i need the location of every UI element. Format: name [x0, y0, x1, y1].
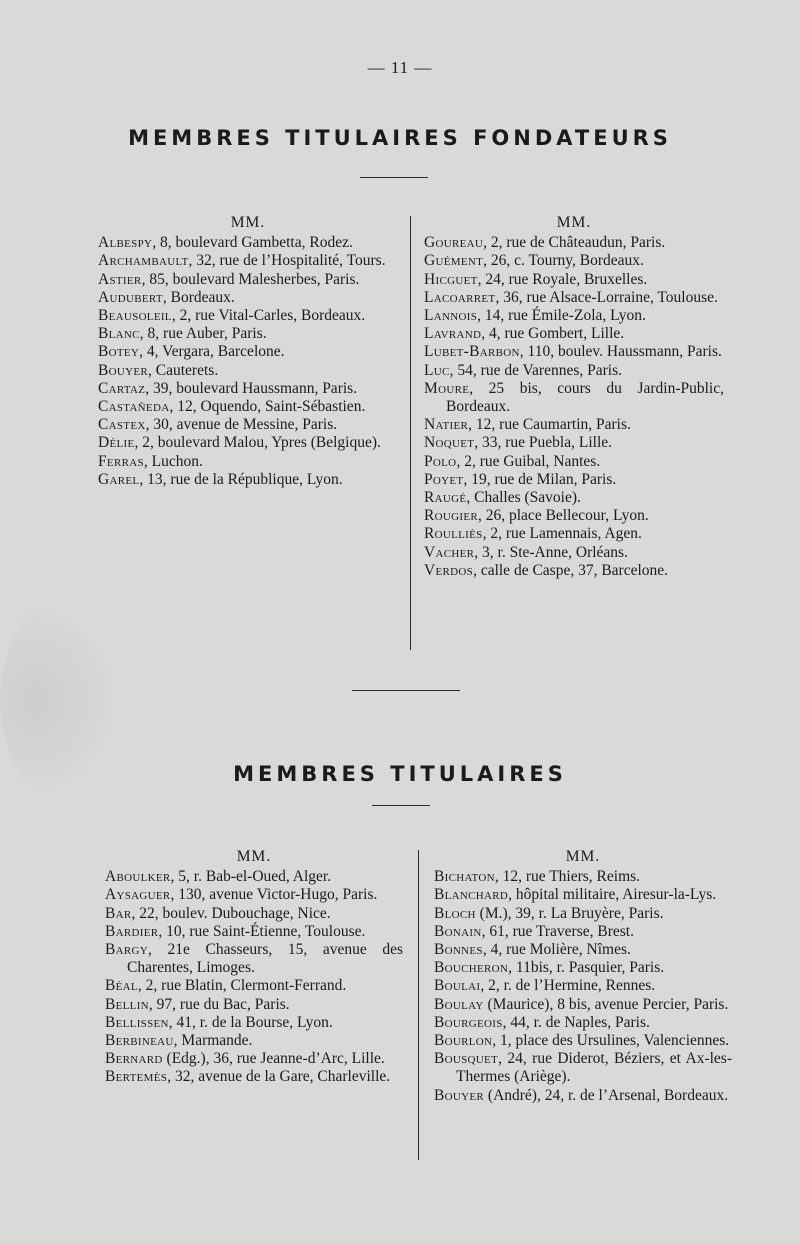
title-rule [360, 177, 428, 178]
member-entry [434, 1032, 732, 1050]
member-entry [424, 434, 724, 452]
member-name: Boulay [434, 995, 484, 1013]
member-entry [424, 416, 724, 434]
member-name: Astier [98, 270, 142, 288]
member-address: , Challes (Savoie). [466, 489, 581, 507]
member-name: Délie [98, 434, 135, 452]
member-address: , 24, rue Royale, Bruxelles. [477, 270, 648, 288]
member-entry [105, 1050, 403, 1068]
member-address: , 12, rue Caumartin, Paris. [468, 416, 631, 434]
member-name: Garel [98, 470, 140, 488]
member-address: (M.), 39, r. La Bruyère, Paris. [475, 904, 664, 922]
member-address: (Maurice), 8 bis, avenue Percier, Paris. [483, 995, 729, 1013]
member-name: Roulliès [424, 525, 483, 543]
column-heading: MM. [556, 214, 592, 231]
member-name: Castañeda [98, 398, 170, 416]
member-entry [424, 325, 724, 343]
member-address: (Edg.), 36, rue Jeanne-d’Arc, Lille. [162, 1050, 385, 1068]
entry-list [105, 868, 403, 1086]
member-address: , 2, rue Guibal, Nantes. [456, 452, 601, 470]
column-heading: MM. [565, 848, 601, 865]
member-address: , 110, boulev. Haussmann, Paris. [519, 343, 722, 361]
fondateurs-left-column [98, 214, 398, 489]
member-entry [434, 886, 732, 904]
member-entry [434, 905, 732, 923]
member-entry [434, 959, 732, 977]
member-name: Audubert [98, 288, 163, 306]
member-name: Boucheron [434, 959, 509, 977]
member-address: , hôpital militaire, Airesur-la-Lys. [508, 886, 717, 904]
member-name: Bloch [434, 904, 476, 922]
column-divider [410, 216, 411, 650]
member-address: , 12, rue Thiers, Reims. [494, 868, 641, 886]
member-entry [105, 886, 403, 904]
member-address: , 44, r. de Naples, Paris. [502, 1013, 650, 1031]
member-name: Castex [98, 416, 146, 434]
member-entry [424, 489, 724, 507]
member-entry [424, 544, 724, 562]
member-address: , Marmande. [173, 1032, 253, 1050]
member-address: , 32, avenue de la Gare, Charleville. [167, 1068, 391, 1086]
member-address: , 13, rue de la République, Lyon. [139, 470, 343, 488]
member-name: Blanc [98, 325, 140, 343]
member-name: Bonain [434, 922, 482, 940]
member-name: Bardier [105, 922, 159, 940]
member-entry [434, 1087, 732, 1105]
member-entry [98, 453, 398, 471]
member-address: , 2, rue Lamennais, Agen. [482, 525, 642, 543]
member-entry [424, 453, 724, 471]
member-address: , 36, rue Alsace-Lorraine, Toulouse. [495, 288, 718, 306]
member-address: , 39, boulevard Haussmann, Paris. [145, 379, 358, 397]
member-name: Moure [424, 379, 470, 397]
member-name: Bouyer [434, 1086, 485, 1104]
member-entry [105, 905, 403, 923]
member-name: Cartaz [98, 379, 146, 397]
title-rule [372, 805, 430, 806]
member-address: , 24, rue Diderot, Béziers, et Ax-les-Thermes (Ariège). [456, 1050, 732, 1086]
member-name: Rougier [424, 507, 478, 525]
member-entry [98, 471, 398, 489]
member-entry [98, 380, 398, 398]
member-address: , 5, r. Bab-el-Oued, Alger. [170, 868, 332, 886]
member-address: , 61, rue Traverse, Brest. [481, 922, 634, 940]
member-address: , 12, Oquendo, Saint-Sébastien. [169, 398, 366, 416]
member-name: Verdos [424, 561, 474, 579]
member-name: Natier [424, 416, 469, 434]
member-entry [98, 307, 398, 325]
member-entry [424, 307, 724, 325]
member-address: , 130, avenue Victor-Hugo, Paris. [170, 886, 378, 904]
member-name: Bouyer [98, 361, 149, 379]
member-entry [98, 434, 398, 452]
entry-list [98, 234, 398, 489]
member-name: Hicguet [424, 270, 478, 288]
member-name: Vacher [424, 543, 475, 561]
member-address: , 26, c. Tourny, Bordeaux. [483, 252, 644, 270]
member-address: , 2, boulevard Malou, Ypres (Belgique). [134, 434, 381, 452]
member-name: Botey [98, 343, 140, 361]
member-address: , 10, rue Saint-Étienne, Toulouse. [158, 922, 366, 940]
column-divider [418, 850, 419, 1160]
member-entry [98, 325, 398, 343]
member-name: Bellissen [105, 1013, 169, 1031]
member-entry [105, 941, 403, 977]
member-entry [98, 398, 398, 416]
member-address: , 4, rue Molière, Nîmes. [482, 941, 631, 959]
member-entry [424, 252, 724, 270]
member-address: , 11bis, r. Pasquier, Paris. [508, 959, 665, 977]
member-address: , 22, boulev. Dubouchage, Nice. [131, 904, 331, 922]
page-number: — 11 — [367, 58, 433, 77]
member-name: Guément [424, 252, 484, 270]
member-entry [98, 416, 398, 434]
member-name: Béal [105, 977, 138, 995]
member-entry [105, 1014, 403, 1032]
member-address: , 85, boulevard Malesherbes, Paris. [141, 270, 360, 288]
section-title-fondateurs: MEMBRES TITULAIRES FONDATEURS [128, 126, 672, 150]
member-entry [105, 1068, 403, 1086]
member-entry [424, 289, 724, 307]
section-separator-rule [352, 690, 460, 691]
member-entry [105, 996, 403, 1014]
member-name: Archambault [98, 252, 189, 270]
member-address: , 8, boulevard Gambetta, Rodez. [152, 234, 353, 252]
member-name: Bonnes [434, 941, 483, 959]
member-name: Bourlon [434, 1032, 493, 1050]
section-title-titulaires: MEMBRES TITULAIRES [233, 762, 567, 786]
member-entry [105, 868, 403, 886]
member-name: Aboulker [105, 868, 171, 886]
member-entry [434, 1050, 732, 1086]
member-entry [105, 923, 403, 941]
member-entry [98, 252, 398, 270]
member-address: , Luchon. [143, 452, 203, 470]
member-name: Bellin [105, 995, 149, 1013]
member-entry [434, 923, 732, 941]
member-address: , 26, place Bellecour, Lyon. [478, 507, 649, 525]
member-name: Poyet [424, 470, 464, 488]
member-name: Ferras [98, 452, 144, 470]
member-name: Lacoarret [424, 288, 496, 306]
member-entry [424, 271, 724, 289]
member-address: , 8, rue Auber, Paris. [139, 325, 267, 343]
column-heading: MM. [230, 214, 266, 231]
member-name: Goureau [424, 234, 484, 252]
member-name: Lavrand [424, 325, 482, 343]
titulaires-right-column [434, 848, 732, 1105]
member-address: (André), 24, r. de l’Arsenal, Bordeaux. [484, 1086, 729, 1104]
member-address: , 30, avenue de Messine, Paris. [145, 416, 338, 434]
member-entry [98, 289, 398, 307]
member-address: , 2, rue Vital-Carles, Bordeaux. [171, 307, 366, 325]
member-address: , 2, rue Blatin, Clermont-Ferrand. [137, 977, 347, 995]
member-name: Bichaton [434, 868, 495, 886]
column-heading: MM. [236, 848, 272, 865]
member-address: , 54, rue de Varennes, Paris. [449, 361, 622, 379]
member-name: Boulai [434, 977, 481, 995]
member-address: , 25 bis, cours du Jardin-Public, Bordeaux. [446, 379, 724, 416]
member-entry [424, 362, 724, 380]
member-address: , 4, rue Gombert, Lille. [481, 325, 625, 343]
member-entry [424, 562, 724, 580]
member-name: Berbineau [105, 1032, 174, 1050]
entry-list [434, 868, 732, 1105]
member-address: , Bordeaux. [162, 288, 235, 306]
member-name: Lubet-Barbon [424, 343, 520, 361]
member-entry [98, 343, 398, 361]
entry-list [424, 234, 724, 580]
member-name: Albespy [98, 234, 153, 252]
member-address: , 1, place des Ursulines, Valenciennes. [492, 1032, 730, 1050]
member-entry [434, 941, 732, 959]
member-name: Noquet [424, 434, 475, 452]
member-address: , 3, r. Ste-Anne, Orléans. [474, 543, 628, 561]
member-entry [105, 977, 403, 995]
member-name: Bousquet [434, 1050, 499, 1068]
fondateurs-right-column [424, 214, 724, 580]
member-entry [424, 507, 724, 525]
member-entry [434, 1014, 732, 1032]
member-name: Blanchard [434, 886, 509, 904]
member-address: , 14, rue Émile-Zola, Lyon. [477, 307, 646, 325]
member-address: , 19, rue de Milan, Paris. [463, 470, 617, 488]
member-entry [434, 868, 732, 886]
member-entry [424, 343, 724, 361]
member-entry [434, 996, 732, 1014]
titulaires-left-column [105, 848, 403, 1087]
member-address: , 33, rue Puebla, Lille. [474, 434, 613, 452]
member-address: , 32, rue de l’Hospitalité, Tours. [188, 252, 386, 270]
member-entry [424, 380, 724, 416]
member-name: Bargy [105, 941, 149, 959]
member-address: , 41, r. de la Bourse, Lyon. [168, 1013, 333, 1031]
member-entry [98, 234, 398, 252]
member-name: Bertemès [105, 1068, 168, 1086]
member-name: Bar [105, 904, 132, 922]
member-entry [434, 977, 732, 995]
member-name: Bernard [105, 1050, 163, 1068]
member-entry [424, 234, 724, 252]
member-name: Aysaguer [105, 886, 171, 904]
member-name: Luc [424, 361, 450, 379]
member-address: , 2, r. de l’Hermine, Rennes. [480, 977, 656, 995]
member-entry [105, 1032, 403, 1050]
member-entry [98, 271, 398, 289]
member-name: Lannois [424, 307, 478, 325]
member-address: , 21e Chasseurs, 15, avenue des Charentes, Limoges. [127, 941, 403, 977]
member-name: Bourgeois [434, 1013, 503, 1031]
member-address: , 2, rue de Châteaudun, Paris. [483, 234, 666, 252]
member-name: Beausoleil [98, 307, 172, 325]
member-name: Polo [424, 452, 457, 470]
member-entry [424, 525, 724, 543]
member-address: , 97, rue du Bac, Paris. [148, 995, 290, 1013]
member-address: , calle de Caspe, 37, Barcelone. [473, 561, 669, 579]
member-entry [424, 471, 724, 489]
member-address: , Cauterets. [148, 361, 219, 379]
member-entry [98, 362, 398, 380]
member-name: Raugé [424, 489, 467, 507]
member-address: , 4, Vergara, Barcelone. [139, 343, 285, 361]
